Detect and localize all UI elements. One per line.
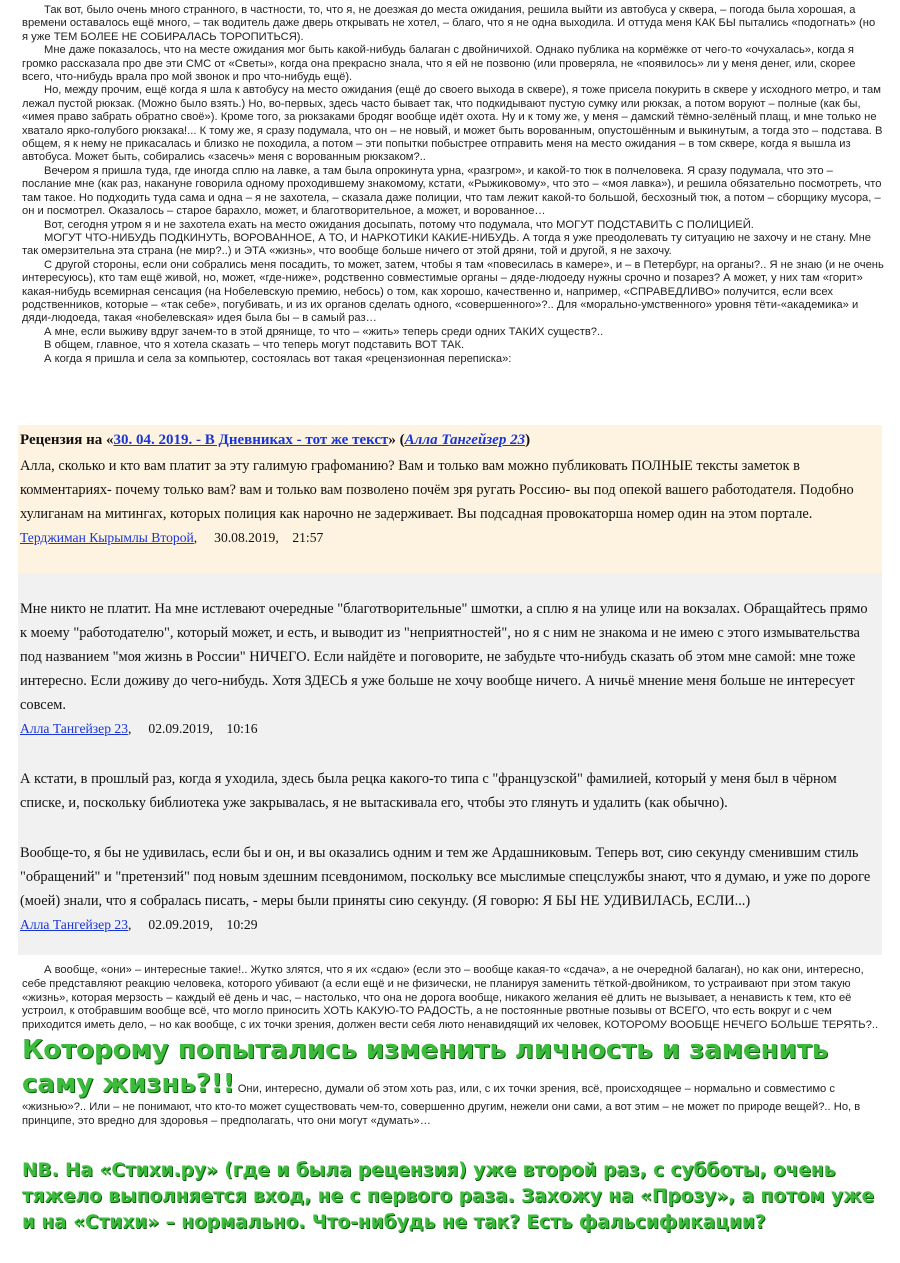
review-block [18,425,882,573]
comment-date: , 30.08.2019, 21:57 [193,530,324,545]
comment-date: , 02.09.2019, 10:16 [128,721,258,736]
reply-block [18,743,882,955]
nb-note: NB. На «Стихи.ру» (где и была рецензия) уже второй раз, с субботы, очень тяжело выполняется вход, не с первого раза. Захожу на «Прозу», а потом уже и на «Стихи» – нормально. Что-нибудь не так? Есть фальсификации? [22,1160,875,1233]
comment-text: Мне никто не платит. На мне истлевают очередные "благотворительные" шмотки, а сплю я на улице или на вокзалах. Обращайтесь прямо к моему "работодателю", который может, и есть, и выводит из "неприятностей", но я с ним не знакома и не имею с этого измывательства под названием "моя жизнь в России" НИЧЕГО. Если найдёте и поговорите, не забудьте что-нибудь сказать об этом мне самой: мне тоже интересно. Если доживу до чего-нибудь. Хотя ЗДЕСЬ я уже больше не хочу вообще ничего. А ничьё мнение меня больше не интересует совсем. [20,601,868,713]
comment-signature [20,720,882,738]
reply-block [18,573,882,743]
comment-author-link[interactable]: Алла Тангейзер 23 [20,721,128,736]
outro-part-2: Они, интересно, думали об этом хоть раз, или, с их точки зрения, всё, происходящее – нормально и совместимо с «жизнью»?.. Или – не понимают, что кто-то может существовать чем-то, совершенно другим, нежели они сами, а вот этим – не может по природе вещей?.. Но, в принципе, это вредно для здоровья – предполагать, что они могут «думать»… [22,1082,861,1127]
highlight-text: Которому попытались изменить личность и заменить саму жизнь?!! [22,1034,829,1099]
paragraph: Вот, сегодня утром я и не захотела ехать на место ожидания досыпать, потому что подумала, что МОГУТ ПОДСТАВИТЬ С ПОЛИЦИЕЙ. [44,218,754,231]
comment-author-link[interactable]: Терджиман Кырымлы Второй [20,530,194,545]
review-mid: » ( [388,432,405,448]
paragraph: Так вот, было очень много странного, в частности, то, что я, не доезжая до места ожидания, решила выйти из автобуса у сквера, – погода была хорошая, а времени оставалось ещё много, – так водитель даже дверь открывать не хотел, – благо, что я не одна выходила. И оттуда меня КАК БЫ пытались «подогнать» (но я уже ТЕМ БОЛЕЕ НЕ СОБИРАЛАСЬ ТОРОПИТЬСЯ). [22,4,876,43]
review-author-link[interactable]: Алла Тангейзер 23 [404,432,526,448]
comment-text: А кстати, в прошлый раз, когда я уходила, здесь была рецка какого-то типа с "французской" фамилией, который у меня был в чёрном списке, и, поскольку библиотека уже закрывалась, я не вытаскивала его, чтобы это глянуть и удалить (как обычно). [20,771,837,811]
comment-text: Алла, сколько и кто вам платит за эту галимую графоманию? Вам и только вам можно публиковать ПОЛНЫЕ тексты заметок в комментариях- почему только вам? вам и только вам позволено почём зря ругать Россию- вы под опекой вашего работодателя. Подобно хулиганам на митингах, которых полиция как нарочно не задерживает. Вы подсадная провокаторша номер один на этом портале. [20,458,854,522]
paragraph: Мне даже показалось, что на месте ожидания мог быть какой-нибудь балаган с двойничихой. Однако публика на кормёжке от чего-то «очухалась», когда я громко рассказала про две эти СМС от «Светы», когда она прекрасно знала, что я ей не позвоню (или проверяла, не «появилось» ли у меня денег, или, скорее всего, что-нибудь врала про мой звонок и про что-нибудь ещё). [22,44,856,84]
review-target-link[interactable]: 30. 04. 2019. - В Дневниках - тот же текст [113,432,389,448]
review-header [20,430,882,450]
comment-signature [20,916,882,934]
paragraph: С другой стороны, если они собрались меня посадить, то может, затем, чтобы я там «повесилась в камере», и – в Петербург, на органы?.. Я не знаю (и не очень интересуюсь), кто там ещё живой, но, может, «где-ниже», родственно совместимые органы – дяде-людоеду нужны срочно и позарез? А может, у них там «горит» какая-нибудь всемирная сенсация (на Нобелевскую премию, небось) о том, как хорошо, качественно и, например, «СПРАВЕДЛИВО» получится, если всех родственников, которые – «так себе», погубивать, и из их органов сделать одного, «совершенного»?.. Для «морально-умственного» уровня тёти-«академика» и дяди-людоеда, такая «нобелевская» идея была бы – в самый раз… [22,258,884,325]
comment-signature [20,529,882,547]
review-suffix: ) [525,432,531,448]
paragraph: Вечером я пришла туда, где иногда сплю на лавке, а там была опрокинута урна, «разгром», и какой-то тюк в полчеловека. Я сразу подумала, что это – послание мне (как раз, накануне говорила одному проходившему знакомому, кстати, «Рыжиковому», что это – «моя лавка»), и решила обязательно посмотреть, что там такое. Но подходить туда сама и одна – я не захотела, – сказала даже полиции, что там лежит какой-то большой, бесхозный тюк, а потом – сборщику мусора, – он и посмотрел. Оказалось – старое барахло, может, и благотворительное, а может, и ворованное… [22,164,882,218]
intro-text [22,4,884,366]
comment-date: , 02.09.2019, 10:29 [128,917,258,932]
paragraph: Но, между прочим, ещё когда я шла к автобусу на место ожидания (ещё до своего выхода в сквере), я тоже присела покурить в сквере у исходного метро, и там лежал пустой рюкзак. (Можно было взять.) Но, во-первых, здесь часто бывает так, что подкидывают пустую сумку или рюкзак, а потом воруют – полные (как бы, «имея право забрать обратно своё»). Кроме того, за рюкзаками бродяг вообще идёт охота. Ну и к тому же, у меня – дамский тёмно-зелёный плащ, и мне только не хватало ярко-голубого рюкзака!... К тому же, я сразу подумала, что он – не новый, и может быть ворованным, опустошённым и выкинутым, а тогда это – подстава. В общем, я к нему не прикасалась и близко не походила, а потом – эти попытки побыстрее отправить меня на место ожидания – в том сквере, когда я вышла из автобуса. Может быть, собирались «засечь» меня с ворованным рюкзаком?.. [22,84,883,164]
comment-text: Вообще-то, я бы не удивилась, если бы и он, и вы оказались одним и тем же Ардашниковым. Теперь вот, сию секунду сменившим стиль "обращений" и "претензий" под новым здешним псевдонимом, поскольку все мыслимые спецслужбы знают, что я думаю, и уже по дороге (моей) знали, что я собралась писать, - меры были приняты сию секунду. (Я говорю: Я БЫ НЕ УДИВИЛАСЬ, ЕСЛИ...) [20,845,871,909]
comment-author-link[interactable]: Алла Тангейзер 23 [20,917,128,932]
paragraph [22,964,884,1129]
outro-text [22,964,884,1129]
review-prefix: Рецензия на « [20,432,114,448]
paragraph: А мне, если выживу вдруг зачем-то в этой дрянище, то что – «жить» теперь среди одних ТАКИХ существ?.. [44,325,604,338]
paragraph: МОГУТ ЧТО-НИБУДЬ ПОДКИНУТЬ, ВОРОВАННОЕ, А ТО, И НАРКОТИКИ КАКИЕ-НИБУДЬ. А тогда я уже преодолевать ту ситуацию не захочу и не стану. Мне так омерзительна эта страна (не мир?..) и ЭТА «жизнь», что вообще больше ничего от этой дряни, той и другой, я не захочу. [22,231,871,258]
paragraph: В общем, главное, что я хотела сказать – что теперь могут подставить ВОТ ТАК. [44,339,465,352]
outro-part-1: А вообще, «они» – интересные такие!.. Жутко злятся, что я их «сдаю» (если это – вообще какая-то «сдача», а не очередной балаган), но как они, интересно, себе представляют реакцию человека, которого убивают (а если ещё и не физически, не планируя заменить тёткой-двойником, то устраивают при этом такую «жизнь», которая мерзость – каждый её день и час, – настолько, что она не дорога вообще, никакого желания её длить не вызывает, а ненависть к тем, кто её устроил, к отобравшим вообще всё, что могло приносить ХОТЬ КАКУЮ-ТО РАДОСТЬ, а не постоянные рвотные позывы от ВСЕГО, что есть вокруг и с чем приходится иметь дело, – но как вообще, с их точки зрения, должен вести себя люто ненавидящий их человек, КОТОРОМУ ВООБЩЕ НЕЧЕГО БОЛЬШЕ ТЕРЯТЬ?.. [22,964,879,1032]
paragraph: А когда я пришла и села за компьютер, состоялась вот такая «рецензионная переписка»: [44,352,512,365]
